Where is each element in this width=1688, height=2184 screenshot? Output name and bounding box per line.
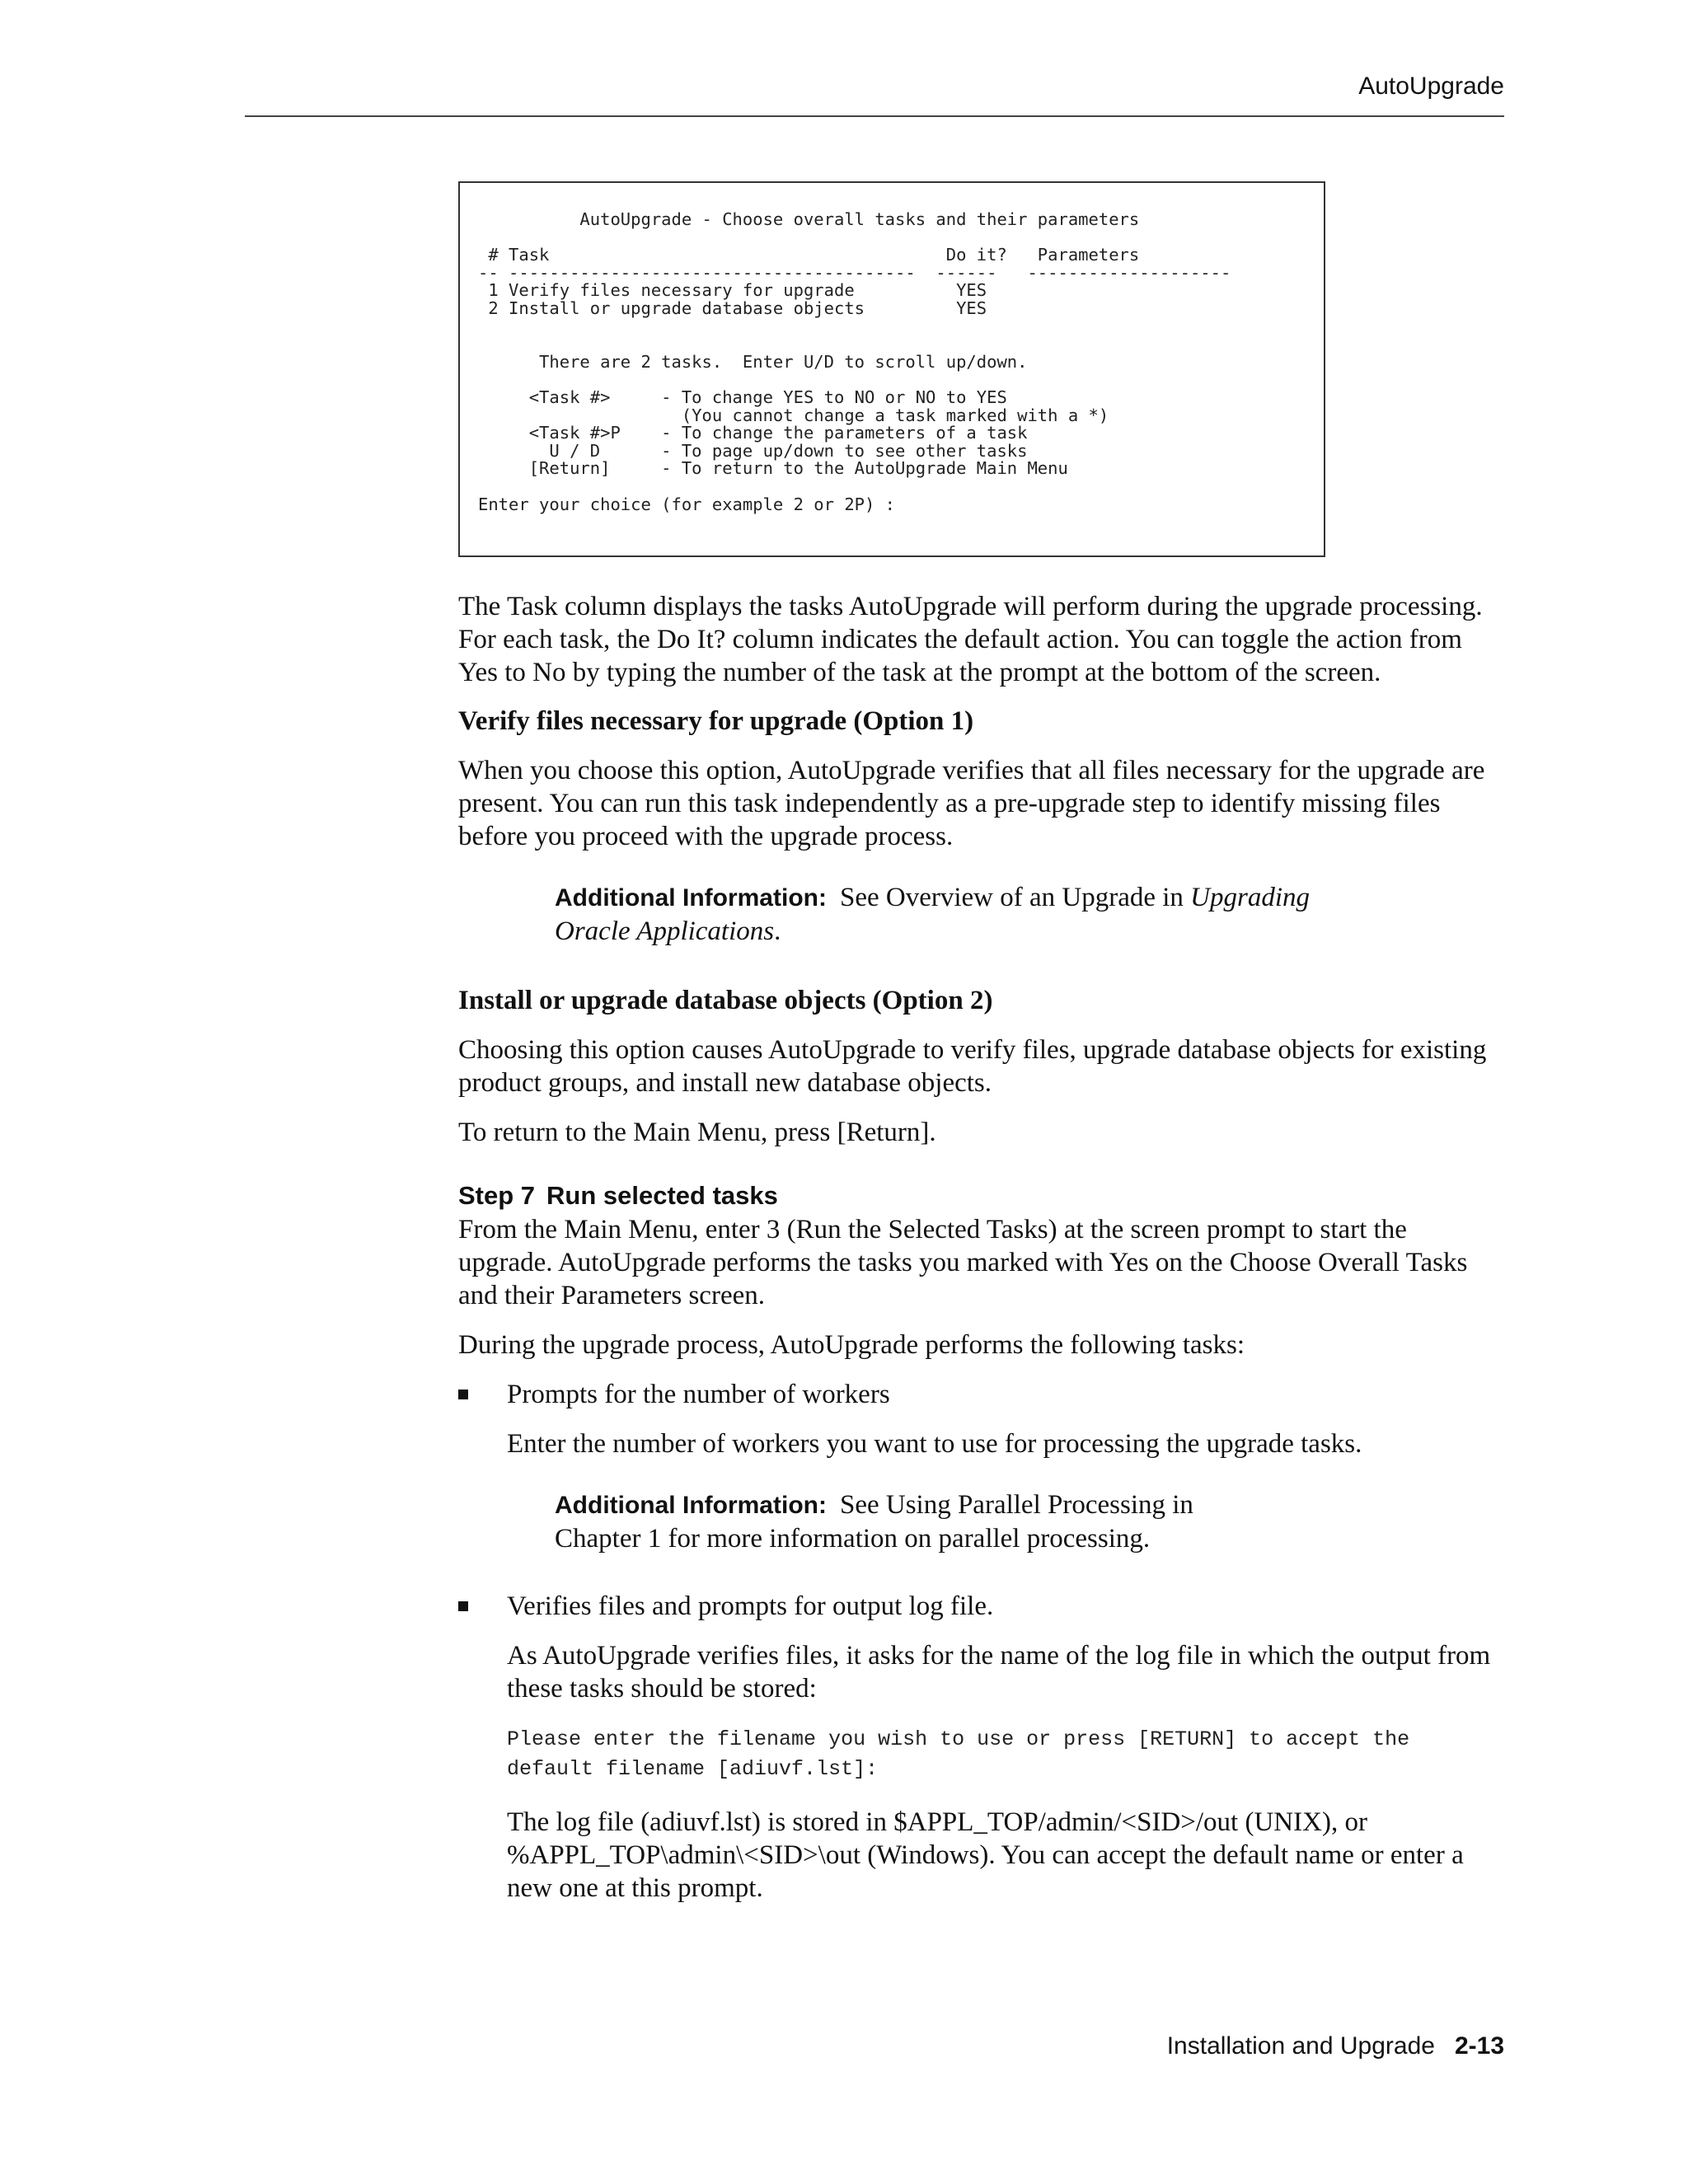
bullet-text: Enter the number of workers you want to use for processing the upgrade tasks. bbox=[507, 1429, 1362, 1459]
footer-section: Installation and Upgrade bbox=[1166, 2032, 1435, 2060]
book-title: Upgrading Oracle Applications bbox=[555, 883, 1310, 946]
log-file-paragraph: The log file (adiuvf.lst) is stored in $APPL_TOP/admin/<SID>/out (UNIX), or %APPL_TOP\admin\<SID>\out (Windows). You can accept the default name or enter a new one at this prompt. bbox=[507, 1807, 1464, 1903]
option1-note bbox=[555, 881, 1379, 948]
bullet-text: As AutoUpgrade verifies files, it asks for the name of the log file in which the output from these tasks should be stored: bbox=[507, 1641, 1491, 1704]
tasks-intro: During the upgrade process, AutoUpgrade performs the following tasks: bbox=[458, 1330, 1245, 1360]
page-number: 2-13 bbox=[1454, 2032, 1504, 2060]
page-content bbox=[458, 181, 1505, 1905]
bullet-title: Prompts for the number of workers bbox=[507, 1380, 890, 1409]
step-number: Step 7 bbox=[458, 1181, 536, 1210]
option1-paragraph: When you choose this option, AutoUpgrade verifies that all files necessary for the upgrade are present. You can run this task independently as a pre-upgrade step to identify missing files before you proceed with the upgrade process. bbox=[458, 756, 1485, 851]
running-header: AutoUpgrade bbox=[1358, 73, 1504, 100]
list-item bbox=[458, 1378, 1505, 1555]
note-text: See Using Parallel Processing in Chapter 1 for more information on parallel processing. bbox=[555, 1490, 1193, 1554]
note-label: Additional Information: bbox=[555, 884, 827, 912]
header-rule bbox=[245, 115, 1504, 117]
workers-note bbox=[555, 1488, 1280, 1555]
return-instruction: To return to the Main Menu, press [Return]. bbox=[458, 1118, 936, 1147]
note-end: . bbox=[774, 916, 781, 946]
terminal-text: AutoUpgrade - Choose overall tasks and their parameters # Task Do it? Parameters -- ---------------------------------------- ------ -------------------- 1 Verify files necessary for upgrade YES 2 Install or upgrade database objects YES There are 2 tasks. Enter U/D to scroll up/down. <Task #> - To change YES to NO or NO to YES (You cannot change a task marked with a *) <Task #>P - To change the parameters of a task U / D - To page up/down to see other tasks [Return] - To return to the AutoUpgrade Main Menu Enter your choice (for example 2 or 2P) : bbox=[478, 209, 1231, 514]
note-label: Additional Information: bbox=[555, 1492, 827, 1519]
step7-paragraph: From the Main Menu, enter 3 (Run the Selected Tasks) at the screen prompt to start the upgrade. AutoUpgrade performs the tasks you marked with Yes on the Choose Overall Tasks and their Parameters screen. bbox=[458, 1215, 1468, 1310]
step-title-text: Run selected tasks bbox=[546, 1181, 778, 1210]
bullet-square-icon bbox=[458, 1601, 468, 1611]
code-prompt: Please enter the filename you wish to use or press [RETURN] to accept the default filename [adiuvf.lst]: bbox=[507, 1727, 1410, 1781]
terminal-screenshot bbox=[458, 181, 1325, 557]
option1-heading: Verify files necessary for upgrade (Option 1) bbox=[458, 706, 974, 736]
note-text: See Overview of an Upgrade in bbox=[839, 883, 1191, 912]
page-footer bbox=[1167, 2032, 1504, 2060]
task-list bbox=[458, 1378, 1505, 1905]
step7-title bbox=[458, 1180, 1505, 1212]
intro-paragraph: The Task column displays the tasks AutoUpgrade will perform during the upgrade processing. For each task, the Do It? column indicates the default action. You can toggle the action from Yes to No by typing the number of the task at the prompt at the bottom of the screen. bbox=[458, 592, 1483, 687]
list-item bbox=[458, 1590, 1505, 1905]
bullet-square-icon bbox=[458, 1390, 468, 1399]
option2-heading: Install or upgrade database objects (Option 2) bbox=[458, 986, 993, 1015]
option2-paragraph: Choosing this option causes AutoUpgrade to verify files, upgrade database objects for existing product groups, and install new database objects. bbox=[458, 1035, 1487, 1098]
bullet-title: Verifies files and prompts for output log file. bbox=[507, 1591, 994, 1621]
